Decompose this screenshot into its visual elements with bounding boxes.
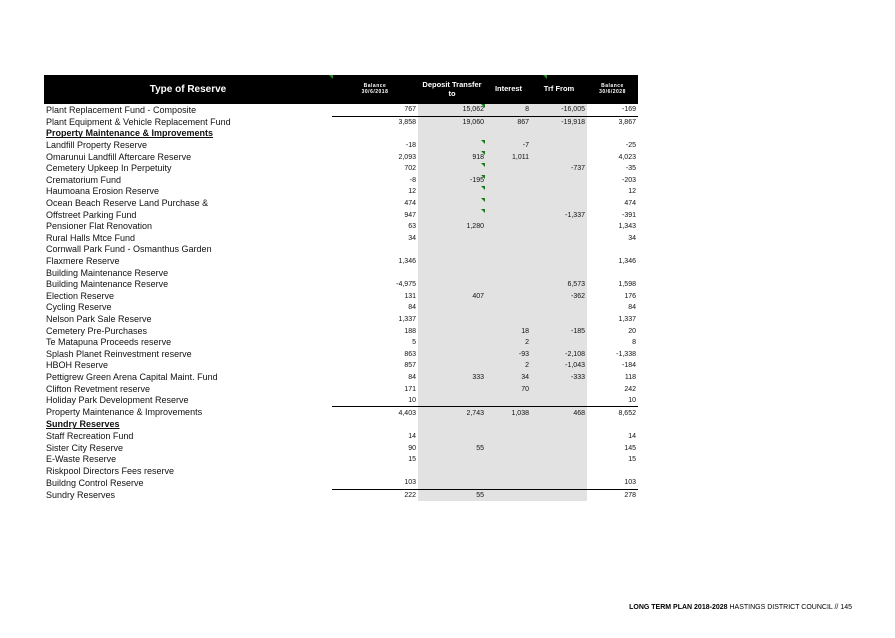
reserve-name: Holiday Park Development Reserve <box>46 395 189 406</box>
interest-cell <box>486 489 531 501</box>
deposit-cell <box>418 128 486 140</box>
reserve-name: Cemetery Upkeep In Perpetuity <box>46 163 172 174</box>
deposit-cell <box>418 431 486 443</box>
trf-from-cell: -737 <box>531 163 587 175</box>
section-heading: Property Maintenance & Improvements <box>46 128 214 139</box>
table-row <box>44 291 638 303</box>
balance-open-cell: 857 <box>404 362 416 370</box>
table-row <box>44 442 638 454</box>
interest-cell: 8 <box>486 104 531 116</box>
deposit-cell <box>418 348 486 360</box>
trf-from-cell <box>531 151 587 163</box>
table-row <box>44 244 638 256</box>
table-row <box>44 128 638 140</box>
deposit-cell: 55 <box>418 489 486 501</box>
reserve-name: Election Reserve <box>46 290 115 301</box>
trf-from-cell <box>531 256 587 268</box>
interest-cell <box>486 419 531 431</box>
trf-from-cell <box>531 302 587 314</box>
deposit-cell: -195 <box>418 175 486 187</box>
interest-cell <box>486 256 531 268</box>
table-header <box>44 75 638 104</box>
balance-open-cell: 947 <box>404 211 416 219</box>
balance-open-cell: 84 <box>408 304 416 312</box>
comment-marker-icon <box>481 175 485 179</box>
balance-open-cell: -18 <box>405 142 416 150</box>
balance-close-cell: -25 <box>625 142 636 150</box>
balance-open-cell: 90 <box>408 444 416 452</box>
reserve-name: Plant Equipment & Vehicle Replacement Fund <box>46 116 231 127</box>
deposit-cell <box>418 454 486 466</box>
balance-open-cell <box>332 128 418 140</box>
interest-cell <box>486 267 531 279</box>
interest-cell <box>486 302 531 314</box>
balance-close-cell: 3,867 <box>587 116 638 128</box>
deposit-cell <box>418 279 486 291</box>
interest-cell: 867 <box>486 116 531 128</box>
reserve-name: Plant Replacement Fund - Composite <box>46 104 197 115</box>
deposit-cell <box>418 267 486 279</box>
deposit-cell <box>418 465 486 477</box>
trf-from-cell <box>531 267 587 279</box>
reserve-name: Crematorium Fund <box>46 174 122 185</box>
deposit-cell: 55 <box>418 442 486 454</box>
table-body <box>44 104 638 501</box>
balance-open-cell: 188 <box>404 327 416 335</box>
balance-close-cell: 1,343 <box>618 223 636 231</box>
header-balance-open-date: 30/6/2018 <box>361 88 389 95</box>
deposit-cell: 2,743 <box>418 407 486 419</box>
header-balance-close <box>587 75 638 104</box>
balance-close-cell: 278 <box>587 489 638 501</box>
balance-open-cell: 12 <box>408 188 416 196</box>
balance-open-cell <box>332 465 418 477</box>
trf-from-cell: 468 <box>531 407 587 419</box>
balance-open-cell: 103 <box>404 479 416 487</box>
reserve-name: Splash Planet Reinvestment reserve <box>46 348 192 359</box>
reserve-name: Building Maintenance Reserve <box>46 267 169 278</box>
interest-cell <box>486 198 531 210</box>
deposit-cell <box>418 383 486 395</box>
balance-open-cell: 4,403 <box>332 407 418 419</box>
header-trf-from: Trf From <box>531 75 587 104</box>
balance-open-cell: 3,858 <box>332 116 418 128</box>
balance-open-cell: 863 <box>404 350 416 358</box>
table-row <box>44 279 638 291</box>
balance-open-cell <box>332 267 418 279</box>
table-row <box>44 116 638 128</box>
table-row <box>44 395 638 407</box>
table-row <box>44 140 638 152</box>
balance-open-cell: 222 <box>332 489 418 501</box>
deposit-cell: 333 <box>418 372 486 384</box>
interest-cell: 1,038 <box>486 407 531 419</box>
balance-open-cell: -8 <box>409 176 416 184</box>
table-row <box>44 314 638 326</box>
trf-from-cell <box>531 395 587 407</box>
interest-cell <box>486 395 531 407</box>
balance-close-cell: 4,023 <box>618 153 636 161</box>
interest-cell <box>486 175 531 187</box>
balance-open-cell: 171 <box>404 385 416 393</box>
table-row <box>44 104 638 116</box>
interest-cell: 2 <box>486 360 531 372</box>
deposit-cell <box>418 140 486 152</box>
table-row <box>44 151 638 163</box>
trf-from-cell <box>531 477 587 489</box>
table-row <box>44 325 638 337</box>
deposit-cell <box>418 244 486 256</box>
balance-close-cell <box>587 128 638 140</box>
footer-council-page: HASTINGS DISTRICT COUNCIL // 145 <box>729 604 852 611</box>
interest-cell <box>486 221 531 233</box>
table-row <box>44 477 638 489</box>
balance-close-cell: 1,337 <box>618 315 636 323</box>
comment-marker-icon <box>481 198 485 202</box>
balance-close-cell: 474 <box>624 200 636 208</box>
trf-from-cell <box>531 454 587 466</box>
table-row <box>44 407 638 419</box>
reserve-name: HBOH Reserve <box>46 360 109 371</box>
table-row <box>44 348 638 360</box>
table-row <box>44 454 638 466</box>
trf-from-cell <box>531 465 587 477</box>
header-balance-open-label: Balance <box>363 83 387 89</box>
footer-plan-title: LONG TERM PLAN 2018-2028 <box>629 604 728 611</box>
balance-open-cell: 131 <box>404 292 416 300</box>
trf-from-cell <box>531 221 587 233</box>
section-heading: Sundry Reserves <box>46 419 120 430</box>
table-row <box>44 465 638 477</box>
trf-from-cell <box>531 175 587 187</box>
balance-open-cell: 34 <box>408 234 416 242</box>
interest-cell: 2 <box>486 337 531 349</box>
deposit-cell <box>418 395 486 407</box>
interest-cell <box>486 244 531 256</box>
balance-open-cell: 1,346 <box>398 258 416 266</box>
reserve-name: Haumoana Erosion Reserve <box>46 186 160 197</box>
balance-close-cell: 34 <box>628 234 636 242</box>
trf-from-cell: -19,918 <box>531 116 587 128</box>
table-row <box>44 372 638 384</box>
reserve-name: E-Waste Reserve <box>46 454 117 465</box>
balance-open-cell: 702 <box>404 165 416 173</box>
interest-cell <box>486 279 531 291</box>
balance-close-cell: 84 <box>628 304 636 312</box>
trf-from-cell <box>531 186 587 198</box>
balance-open-cell <box>332 419 418 431</box>
reserve-name: Flaxmere Reserve <box>46 256 120 267</box>
interest-cell <box>486 314 531 326</box>
balance-close-cell: 103 <box>624 479 636 487</box>
balance-close-cell: -184 <box>621 362 636 370</box>
interest-cell <box>486 454 531 466</box>
balance-close-cell: 10 <box>628 397 636 405</box>
balance-open-cell: 474 <box>404 200 416 208</box>
deposit-cell <box>418 302 486 314</box>
reserve-name: Riskpool Directors Fees reserve <box>46 465 175 476</box>
comment-marker-icon <box>481 151 485 155</box>
interest-cell <box>486 186 531 198</box>
reserve-name: Property Maintenance & Improvements <box>46 407 203 418</box>
interest-cell <box>486 465 531 477</box>
reserve-name: Nelson Park Sale Reserve <box>46 313 152 324</box>
interest-cell <box>486 291 531 303</box>
table-row <box>44 337 638 349</box>
interest-cell: -7 <box>486 140 531 152</box>
table-row <box>44 163 638 175</box>
table-row <box>44 431 638 443</box>
trf-from-cell <box>531 314 587 326</box>
reserve-name: Te Matapuna Proceeds reserve <box>46 337 172 348</box>
deposit-cell <box>418 314 486 326</box>
balance-close-cell <box>587 267 638 279</box>
balance-close-cell: -391 <box>621 211 636 219</box>
reserve-name: Sister City Reserve <box>46 442 124 453</box>
trf-from-cell <box>531 128 587 140</box>
deposit-cell <box>418 360 486 372</box>
reserve-name: Cemetery Pre-Purchases <box>46 325 148 336</box>
interest-cell <box>486 477 531 489</box>
reserve-name: Rural Halls Mtce Fund <box>46 232 136 243</box>
deposit-cell <box>418 477 486 489</box>
trf-from-cell <box>531 140 587 152</box>
trf-from-cell <box>531 337 587 349</box>
reserve-name: Building Maintenance Reserve <box>46 279 169 290</box>
interest-cell <box>486 233 531 245</box>
trf-from-cell: 6,573 <box>531 279 587 291</box>
balance-close-cell: -169 <box>621 106 636 114</box>
deposit-cell <box>418 186 486 198</box>
balance-close-cell: -1,338 <box>616 350 636 358</box>
trf-from-cell <box>531 244 587 256</box>
header-deposit-transfer: Deposit Transfer to <box>418 75 486 104</box>
deposit-cell <box>418 325 486 337</box>
deposit-cell <box>418 419 486 431</box>
balance-open-cell: 5 <box>412 339 416 347</box>
interest-cell <box>486 442 531 454</box>
comment-marker-icon <box>481 140 485 144</box>
interest-cell: 70 <box>486 383 531 395</box>
deposit-cell <box>418 337 486 349</box>
deposit-cell: 918 <box>418 151 486 163</box>
interest-cell <box>486 209 531 221</box>
trf-from-cell: -1,043 <box>531 360 587 372</box>
header-marker-icon <box>543 75 547 79</box>
table-row <box>44 175 638 187</box>
table-row <box>44 360 638 372</box>
comment-marker-icon <box>481 104 485 108</box>
reserves-table <box>44 75 638 501</box>
balance-open-cell: 63 <box>408 223 416 231</box>
trf-from-cell: -1,337 <box>531 209 587 221</box>
header-balance-close-date: 30/6/2028 <box>599 88 626 95</box>
balance-close-cell: 145 <box>624 444 636 452</box>
comment-marker-icon <box>481 163 485 167</box>
reserve-name: Pettigrew Green Arena Capital Maint. Fund <box>46 371 218 382</box>
header-interest: Interest <box>486 75 531 104</box>
deposit-cell <box>418 198 486 210</box>
deposit-cell: 19,060 <box>418 116 486 128</box>
page-footer <box>629 604 852 611</box>
balance-close-cell: 1,346 <box>618 258 636 266</box>
reserve-name: Omarunui Landfill Aftercare Reserve <box>46 151 192 162</box>
table-row <box>44 198 638 210</box>
reserve-name: Buildng Control Reserve <box>46 477 144 488</box>
balance-open-cell: 2,093 <box>398 153 416 161</box>
reserve-name: Sundry Reserves <box>46 489 116 500</box>
header-balance-open <box>332 75 418 104</box>
balance-close-cell: 15 <box>628 456 636 464</box>
trf-from-cell <box>531 383 587 395</box>
balance-close-cell <box>587 419 638 431</box>
deposit-cell: 1,280 <box>418 221 486 233</box>
trf-from-cell <box>531 489 587 501</box>
interest-cell: 1,011 <box>486 151 531 163</box>
trf-from-cell <box>531 431 587 443</box>
interest-cell: 18 <box>486 325 531 337</box>
trf-from-cell <box>531 233 587 245</box>
trf-from-cell: -2,108 <box>531 348 587 360</box>
balance-close-cell <box>587 465 638 477</box>
comment-marker-icon <box>481 186 485 190</box>
table-row <box>44 209 638 221</box>
trf-from-cell <box>531 198 587 210</box>
table-row <box>44 186 638 198</box>
trf-from-cell <box>531 442 587 454</box>
interest-cell: 34 <box>486 372 531 384</box>
balance-open-cell <box>332 244 418 256</box>
trf-from-cell: -333 <box>531 372 587 384</box>
balance-open-cell: 84 <box>408 373 416 381</box>
balance-close-cell: -203 <box>621 176 636 184</box>
balance-open-cell: 10 <box>408 397 416 405</box>
header-marker-icon <box>329 75 333 79</box>
balance-close-cell <box>587 244 638 256</box>
reserve-name: Landfill Property Reserve <box>46 140 148 151</box>
balance-close-cell: 12 <box>628 188 636 196</box>
table-row <box>44 256 638 268</box>
balance-close-cell: 1,598 <box>618 281 636 289</box>
interest-cell <box>486 128 531 140</box>
reserve-name: Pensioner Flat Renovation <box>46 221 153 232</box>
table-row <box>44 233 638 245</box>
balance-open-cell: 1,337 <box>398 315 416 323</box>
balance-close-cell: 118 <box>624 373 636 381</box>
deposit-cell <box>418 209 486 221</box>
comment-marker-icon <box>481 209 485 213</box>
balance-open-cell: 767 <box>404 106 416 114</box>
reserve-name: Cycling Reserve <box>46 302 112 313</box>
interest-cell: -93 <box>486 348 531 360</box>
deposit-cell <box>418 256 486 268</box>
balance-close-cell: -35 <box>625 165 636 173</box>
balance-close-cell: 242 <box>624 385 636 393</box>
interest-cell <box>486 431 531 443</box>
reserve-name: Staff Recreation Fund <box>46 430 134 441</box>
deposit-cell: 407 <box>418 291 486 303</box>
balance-close-cell: 176 <box>624 292 636 300</box>
table-row <box>44 302 638 314</box>
trf-from-cell: -362 <box>531 291 587 303</box>
reserve-name: Cornwall Park Fund - Osmanthus Garden <box>46 244 212 255</box>
header-type-of-reserve: Type of Reserve <box>44 75 332 104</box>
trf-from-cell: -16,005 <box>531 104 587 116</box>
deposit-cell <box>418 163 486 175</box>
trf-from-cell <box>531 419 587 431</box>
deposit-cell <box>418 233 486 245</box>
balance-close-cell: 20 <box>628 327 636 335</box>
table-row <box>44 267 638 279</box>
reserve-name: Offstreet Parking Fund <box>46 209 137 220</box>
table-row <box>44 383 638 395</box>
trf-from-cell: -185 <box>531 325 587 337</box>
balance-open-cell: 14 <box>408 432 416 440</box>
balance-close-cell: 8,652 <box>587 407 638 419</box>
balance-open-cell: 15 <box>408 456 416 464</box>
reserve-name: Ocean Beach Reserve Land Purchase & <box>46 198 209 209</box>
balance-close-cell: 8 <box>632 339 636 347</box>
balance-close-cell: 14 <box>628 432 636 440</box>
table-row <box>44 489 638 501</box>
table-row <box>44 221 638 233</box>
reserve-name: Clifton Revetment reserve <box>46 383 151 394</box>
table-row <box>44 419 638 431</box>
balance-open-cell: -4,975 <box>396 281 416 289</box>
header-balance-close-label: Balance <box>601 83 624 89</box>
interest-cell <box>486 163 531 175</box>
deposit-cell: 15,062 <box>418 104 486 116</box>
